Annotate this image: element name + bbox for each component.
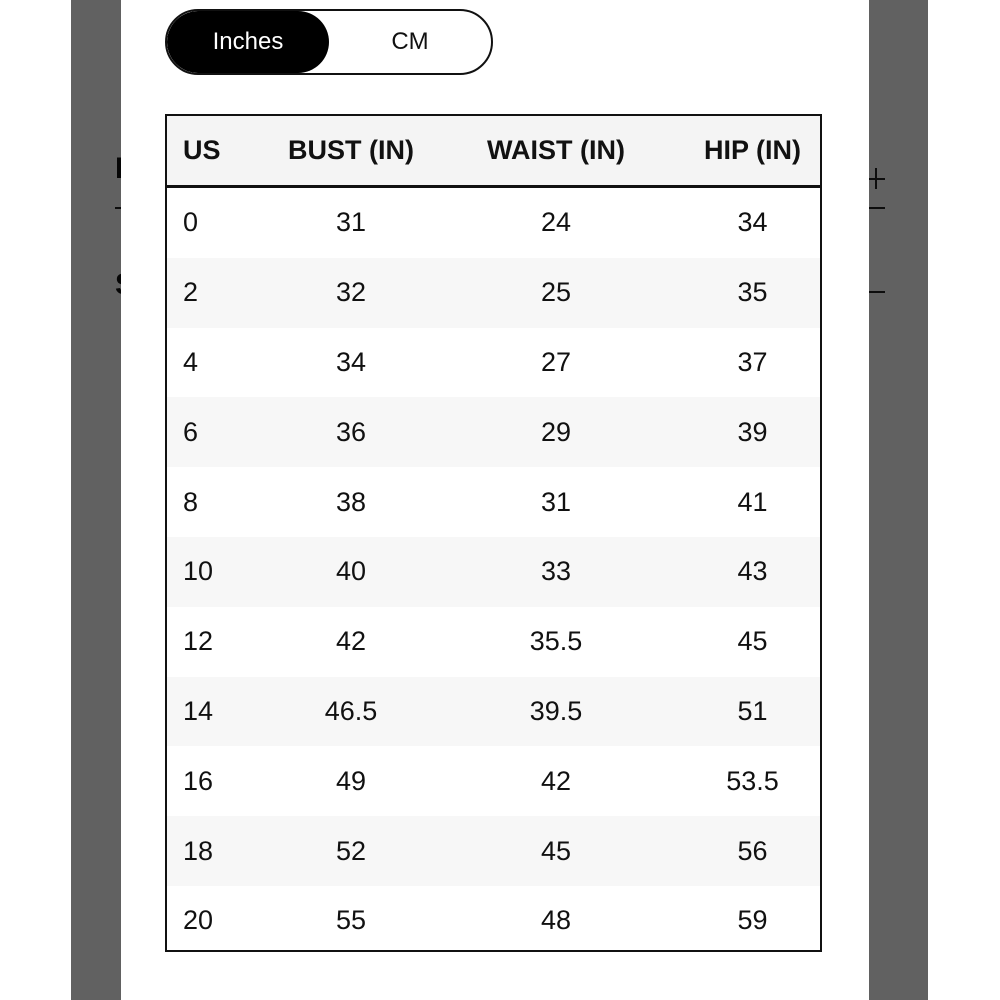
table-row — [167, 258, 820, 328]
bust-cell: 38 — [335, 486, 367, 517]
hip-cell: 35 — [685, 258, 820, 328]
size-cell: 14 — [167, 677, 275, 747]
bust-cell: 40 — [275, 537, 427, 607]
size-cell: 18 — [167, 816, 275, 886]
hip-cell: 43 — [685, 537, 820, 607]
bust-cell: 46.5 — [275, 677, 427, 747]
table-row — [167, 816, 820, 886]
column-header-bust: BUST (IN) — [275, 116, 427, 187]
hip-cell: 39 — [685, 397, 820, 467]
bust-cell: 34 — [335, 346, 367, 377]
hip-cell: 53.5 — [726, 765, 779, 796]
size-cell: 10 — [167, 537, 275, 607]
column-header-waist: WAIST (IN) — [427, 116, 685, 187]
size-cell: 0 — [183, 207, 199, 238]
bust-cell: 42 — [335, 626, 367, 657]
waist-cell: 45 — [427, 816, 685, 886]
table-row — [167, 467, 820, 537]
table-row — [167, 537, 820, 607]
table-row — [167, 886, 820, 952]
unit-toggle — [165, 9, 493, 75]
waist-cell: 27 — [540, 346, 572, 377]
table-header-row — [167, 116, 820, 187]
waist-cell: 48 — [540, 905, 572, 936]
column-header-hip: HIP (IN) — [685, 116, 820, 187]
hip-cell: 56 — [685, 816, 820, 886]
bust-cell: 49 — [335, 765, 367, 796]
waist-cell: 24 — [540, 207, 572, 238]
size-guide-modal — [121, 0, 869, 1000]
size-chart-table — [165, 114, 822, 952]
table-row — [167, 397, 820, 467]
column-header-us: US — [167, 116, 275, 187]
bust-cell: 31 — [335, 207, 367, 238]
size-cell: 4 — [183, 346, 199, 377]
hip-cell: 41 — [737, 486, 768, 517]
hip-cell: 37 — [737, 346, 768, 377]
hip-cell: 45 — [737, 626, 768, 657]
table-row — [167, 607, 820, 677]
waist-cell: 29 — [427, 397, 685, 467]
size-cell: 2 — [167, 258, 275, 328]
hip-cell: 59 — [737, 905, 768, 936]
bust-cell: 32 — [275, 258, 427, 328]
size-cell: 16 — [183, 765, 214, 796]
bust-cell: 52 — [275, 816, 427, 886]
waist-cell: 25 — [427, 258, 685, 328]
waist-cell: 42 — [540, 765, 572, 796]
size-cell: 8 — [183, 486, 199, 517]
table-row — [167, 677, 820, 747]
bust-cell: 36 — [275, 397, 427, 467]
table-row — [167, 746, 820, 816]
inches-option[interactable]: Inches — [167, 11, 329, 73]
size-cell: 20 — [183, 905, 214, 936]
cm-option[interactable]: CM — [391, 28, 429, 55]
waist-cell: 31 — [540, 486, 572, 517]
table-row — [167, 187, 820, 258]
hip-cell: 34 — [737, 207, 768, 238]
waist-cell: 35.5 — [529, 626, 583, 657]
hip-cell: 51 — [685, 677, 820, 747]
table-row — [167, 328, 820, 398]
waist-cell: 33 — [427, 537, 685, 607]
bust-cell: 55 — [335, 905, 367, 936]
size-cell: 12 — [183, 626, 214, 657]
size-cell: 6 — [167, 397, 275, 467]
waist-cell: 39.5 — [427, 677, 685, 747]
